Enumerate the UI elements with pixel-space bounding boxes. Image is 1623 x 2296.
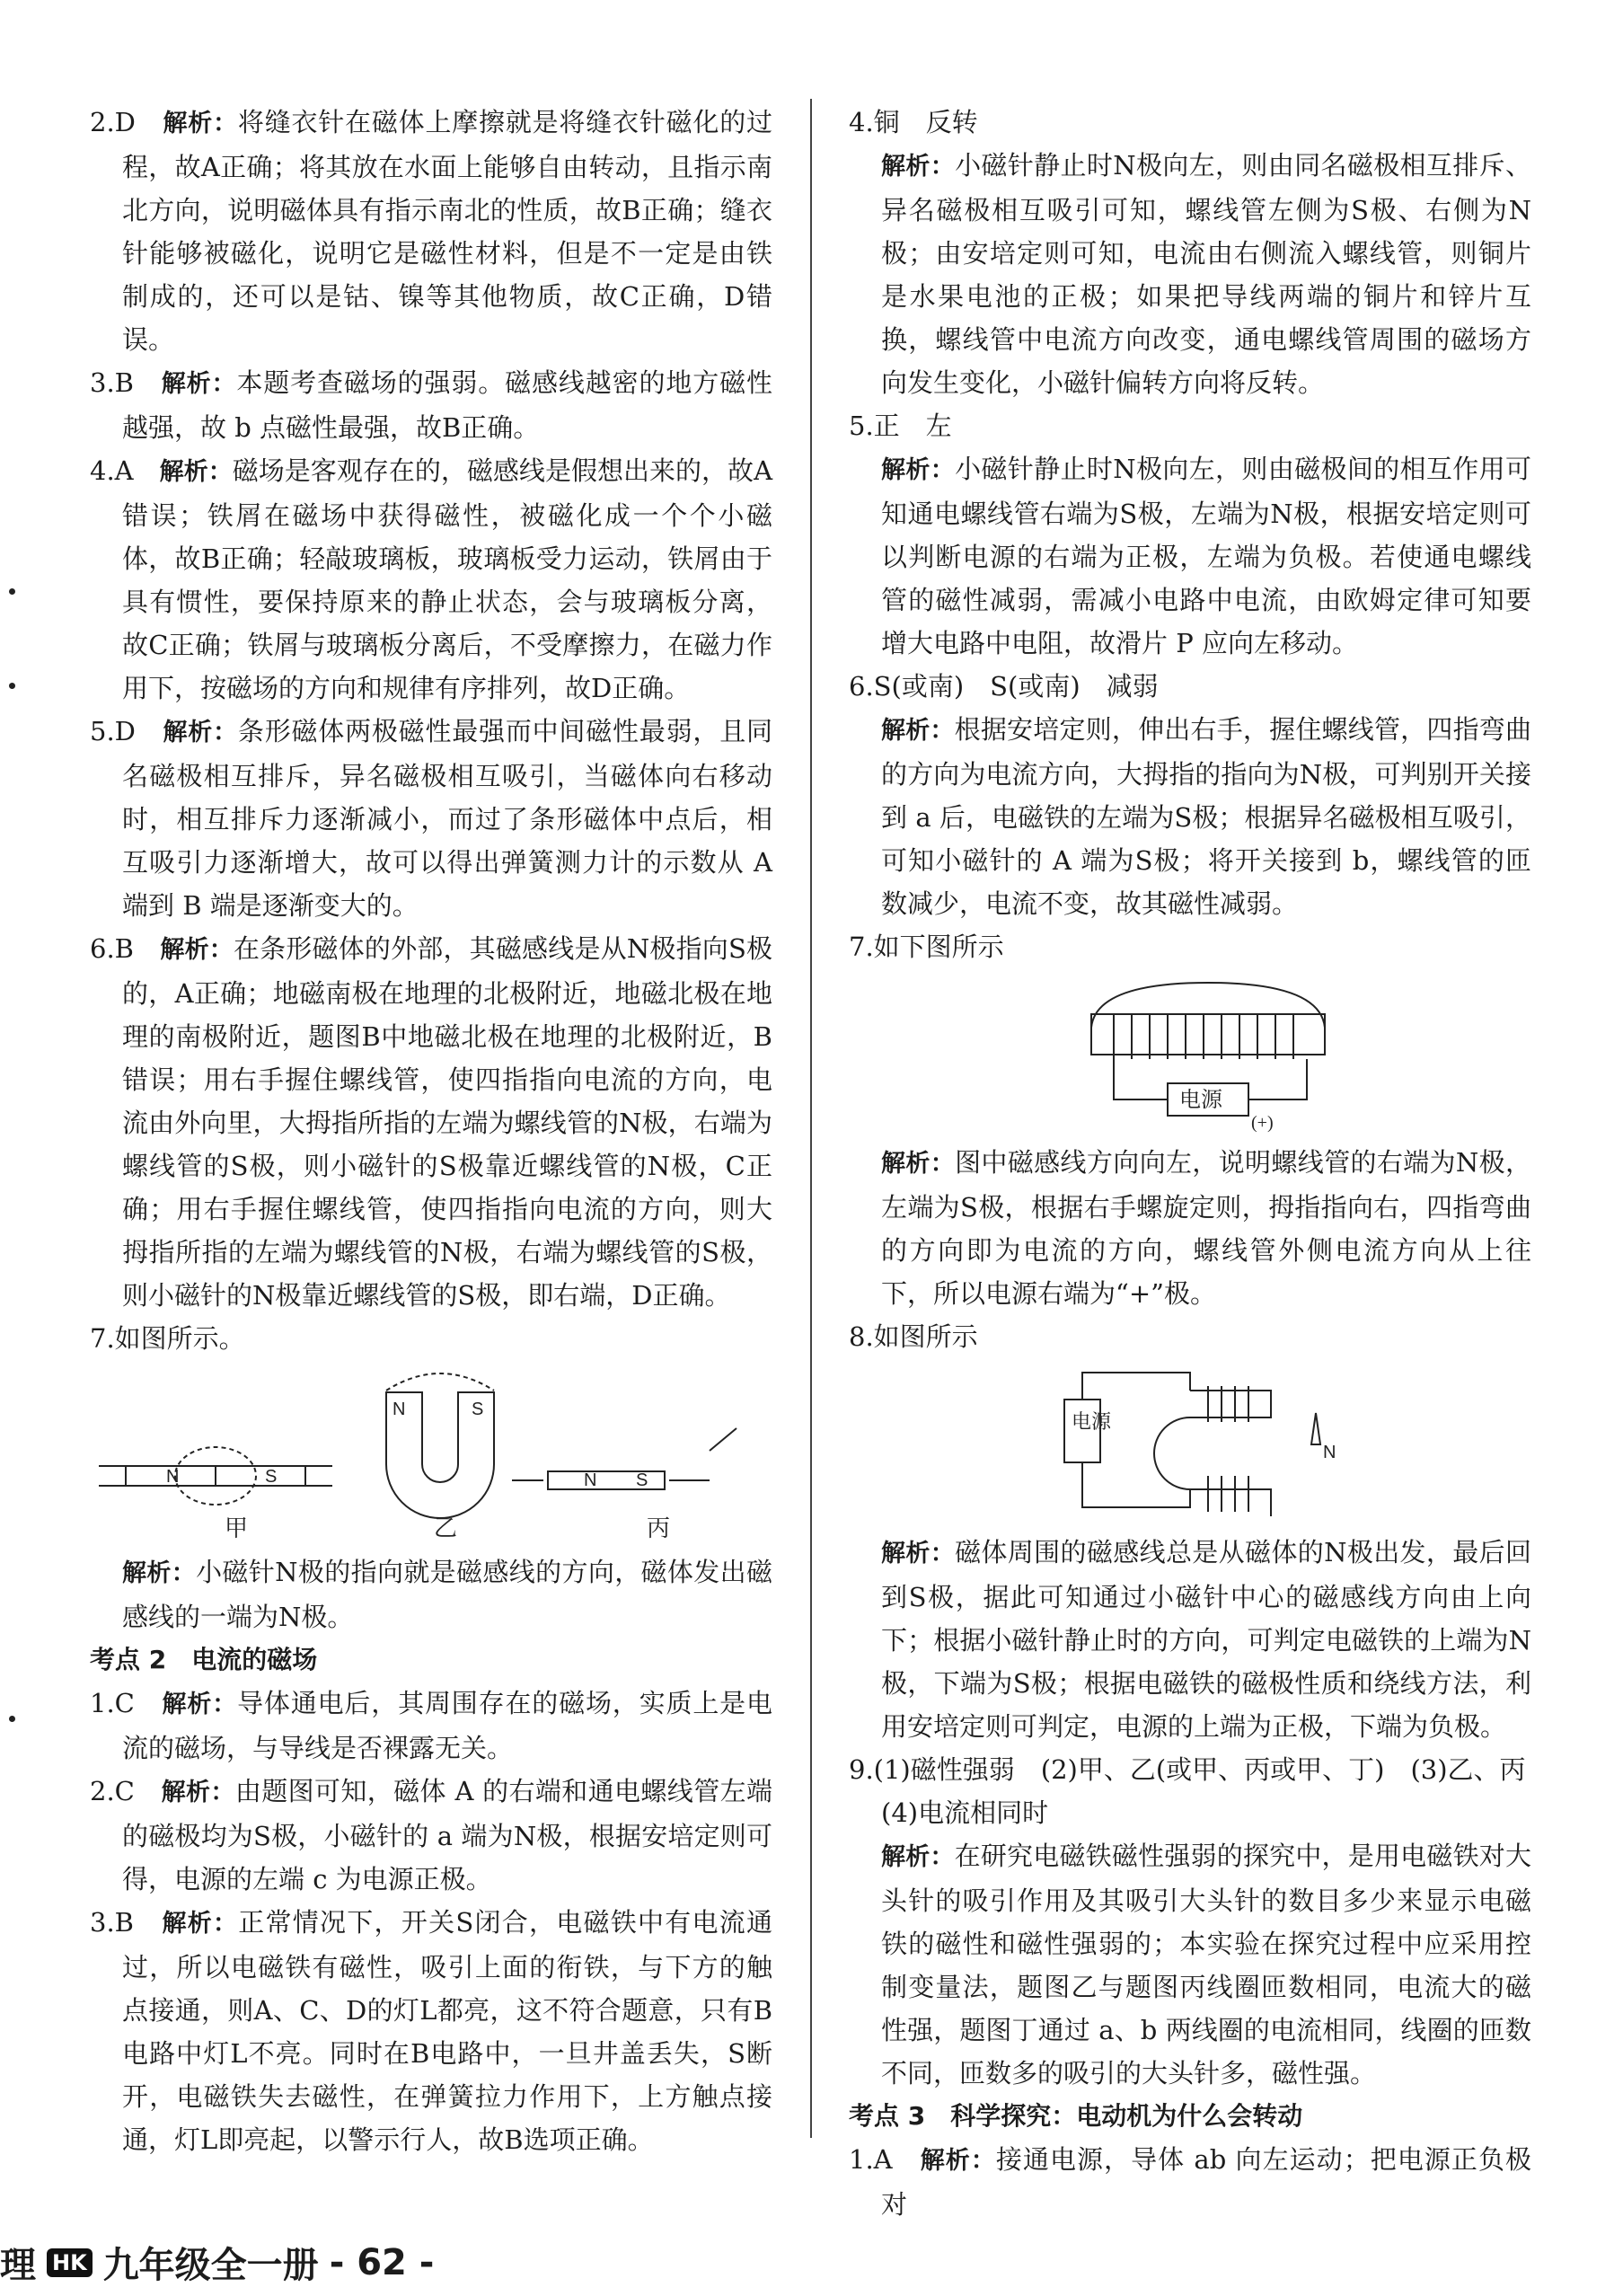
power-label: 电源 [1179,1089,1222,1112]
answer-item: 1.A 解析：接通电源，导体 ab 向左运动；把电源正负极对 [849,2144,1531,2220]
answer-item: 5.D 解析：条形磁体两极磁性最强而中间磁性最弱，且同名磁极相互排斥，异名磁极相互吸引，当磁体向右移动时，相互排斥力逐渐减小，而过了条形磁体中点后，相互吸引力逐渐增大，故可以得出弹簧测力计的示数从 A 端到 B 端是逐渐变大的。 [90,716,772,921]
answer-item: 5.正 左 [849,411,952,441]
edition-badge: HK [47,2248,93,2277]
analysis: 解析：图中磁感线方向向左，说明螺线管的右端为N极，左端为S极，根据右手螺旋定则，拇指指向右，四指弯曲的方向即为电流的方向，螺线管外侧电流方向从上往下，所以电源右端为“+”极。 [881,1147,1531,1309]
electromagnet-figure [849,1364,1531,1525]
answer-item: 1.C 解析：导体通电后，其周围存在的磁场，实质上是电流的磁场，与导线是否裸露无关。 [90,1688,772,1763]
svg-text:N: N [1323,1443,1336,1462]
section-title: 考点 3 科学探究：电动机为什么会转动 [849,2101,1303,2131]
margin-dot [9,683,15,689]
plus-label: (+) [1251,1113,1274,1133]
answer-item: 2.C 解析：由题图可知，磁体 A 的右端和通电螺线管左端的磁极均为S极，小磁针的 a 端为N极，根据安培定则可得，电源的左端 c 为电源正极。 [90,1776,772,1894]
page-footer [0,2237,434,2288]
analysis: 解析：根据安培定则，伸出右手，握住螺线管，四指弯曲的方向为电流方向，大拇指的指向为N极，可判别开关接到 a 后，电磁铁的左端为S极；根据异名磁极相互吸引，可知小磁针的 A 端为S极；将开关接到 b，螺线管的匝数减少，电流不变，故其磁性减弱。 [881,714,1532,919]
answer-item: 8.如图所示 [849,1321,978,1352]
solenoid-diagram [849,974,1531,1135]
left-column [90,101,772,2161]
analysis: 解析：小磁针静止时N极向左，则由磁极间的相互作用可知通电螺线管右端为S极，左端为N极，根据安培定则可以判断电源的右端为正极，左端为负极。若使通电螺线管的磁性减弱，需减小电路中电流，由欧姆定律可知要增大电路中电阻，故滑片 P 应向左移动。 [881,454,1531,658]
answer-item: 9.(1)磁性强弱 (2)甲、乙(或甲、丙或甲、丁) (3)乙、丙 [849,1754,1526,1785]
electromagnet-diagram [849,1364,1531,1525]
answer-item: 3.B 解析：正常情况下，开关S闭合，电磁铁中有电流通过，所以电磁铁有磁性，吸引上面的衔铁，与下方的触点接通，则A、C、D的灯L都亮，这不符合题意，只有B电路中灯L不亮。同时在B电路中，一旦井盖丢失，S断开，电磁铁失去磁性，在弹簧拉力作用下，上方触点接通，灯L即亮起，以警示行人，故B选项正确。 [90,1907,772,2155]
svg-text:S: S [636,1470,648,1490]
answer-item: 7.如下图所示 [849,932,1004,962]
svg-text:S: S [472,1400,484,1419]
magnet-diagrams [90,1365,772,1545]
answer-item: 4.A 解析：磁场是客观存在的，磁感线是假想出来的，故A错误；铁屑在磁场中获得磁性，被磁化成一个个小磁体，故B正确；轻敲玻璃板，玻璃板受力运动，铁屑由于具有惯性，要保持原来的静止状态，会与玻璃板分离，故C正确；铁屑与玻璃板分离后，不受摩擦力，在磁力作用下，按磁场的方向和规律有序排列，故D正确。 [90,455,773,703]
answer-item: 6.S(或南) S(或南) 减弱 [849,671,1159,702]
answer-item: 4.铜 反转 [849,107,978,137]
answer-continuation: (4)电流相同时 [881,1797,1049,1828]
answer-item: 6.B 解析：在条形磁体的外部，其磁感线是从N极指向S极的，A正确；地磁南极在地理的北极附近，地磁北极在地理的南极附近，题图B中地磁北极在地理的北极附近，B错误；用右手握住螺线管，使四指指向电流的方向，电流由外向里，大拇指所指的左端为螺线管的N极，右端为螺线管的S极，则小磁针的S极靠近螺线管的N极，C正确；用右手握住螺线管，使四指指向电流的方向，则大拇指所指的左端为螺线管的N极，右端为螺线管的S极，则小磁针的N极靠近螺线管的S极，即右端，D正确。 [90,933,773,1311]
svg-text:S: S [265,1467,278,1487]
fig-label-yi: 乙 [434,1515,458,1541]
page-number: - 62 - [329,2241,435,2283]
grade-label: 九年级全一册 [102,2245,319,2286]
solenoid-figure [849,974,1531,1135]
analysis: 解析：小磁针N极的指向就是磁感线的方向，磁体发出磁感线的一端为N极。 [122,1557,772,1632]
svg-text:N: N [584,1470,597,1490]
margin-dot [9,588,15,595]
right-column [849,101,1531,2226]
analysis: 解析：磁体周围的磁感线总是从磁体的N极出发，最后回到S极，据此可知通过小磁针中心的磁感线方向由上向下；根据小磁针静止时的方向，可判定电磁铁的上端为N极，下端为S极；根据电磁铁的磁极性质和绕线方法，利用安培定则可判定，电源的上端为正极，下端为负极。 [881,1537,1531,1742]
analysis: 解析：小磁针静止时N极向左，则由同名磁极相互排斥、异名磁极相互吸引可知，螺线管左侧为S极、右侧为N极；由安培定则可知，电流由右侧流入螺线管，则铜片是水果电池的正极；如果把导线两端的铜片和锌片互换，螺线管中电流方向改变，通电螺线管周围的磁场方向发生变化，小磁针偏转方向将反转。 [881,150,1531,398]
answer-item: 2.D 解析：将缝衣针在磁体上摩擦就是将缝衣针磁化的过程，故A正确；将其放在水面上能够自由转动，且指示南北方向，说明磁体具有指示南北的性质，故B正确；缝衣针能够被磁化，说明它是磁性材料，但是不一定是由铁制成的，还可以是钴、镍等其他物质，故C正确，D错误。 [90,107,772,355]
fig-label-bing: 丙 [647,1515,671,1541]
answer-item: 3.B 解析：本题考查磁场的强弱。磁感线越密的地方磁性越强，故 b 点磁性最强，故B正确。 [90,367,772,443]
margin-dot [9,1716,15,1722]
column-divider [810,99,812,2138]
svg-text:N: N [166,1467,180,1487]
subject-label: 理 [0,2245,36,2286]
section-title: 考点 2 电流的磁场 [90,1645,318,1674]
fig-label-jia: 甲 [225,1515,249,1541]
power-label: 电源 [1072,1410,1112,1433]
analysis: 解析：在研究电磁铁磁性强弱的探究中，是用电磁铁对大头针的吸引作用及其吸引大头针的数目多少来显示电磁铁的磁性和磁性强弱的；本实验在探究过程中应采用控制变量法，题图乙与题图丙线圈匝数相同，电流大的磁性强，题图丁通过 a、b 两线圈的电流相同，线圈的匝数不同，匝数多的吸引的大头针多，磁性强。 [881,1841,1532,2088]
svg-text:N: N [393,1400,406,1419]
magnet-field-figure [90,1365,772,1545]
answer-item: 7.如图所示。 [90,1323,245,1354]
